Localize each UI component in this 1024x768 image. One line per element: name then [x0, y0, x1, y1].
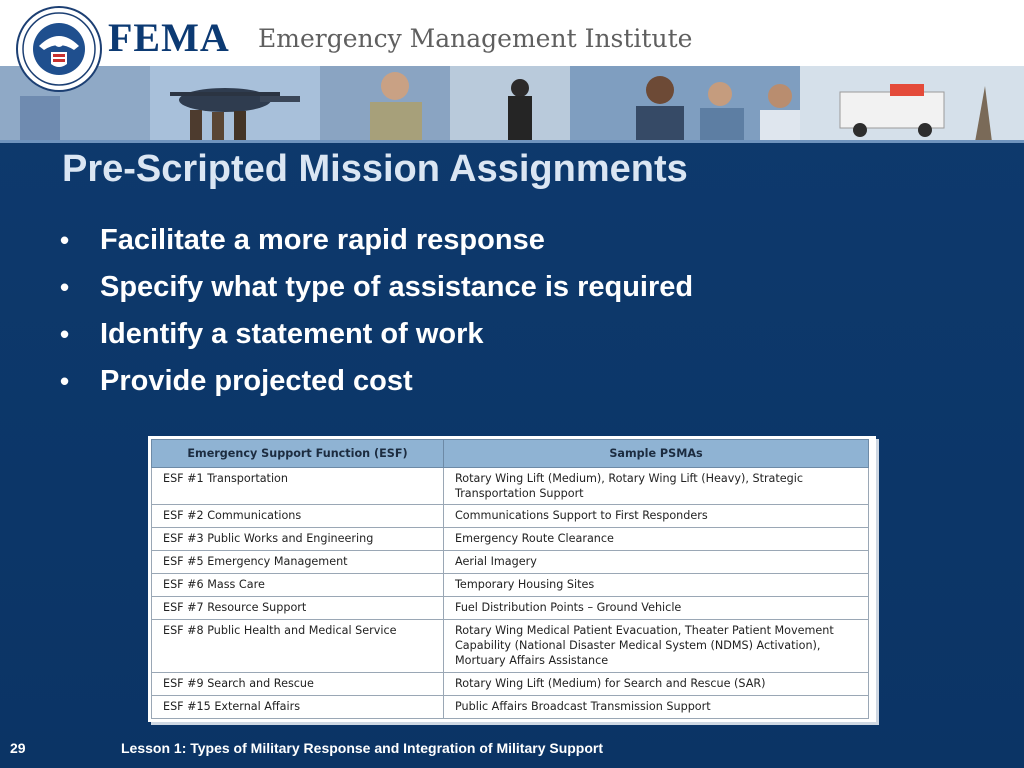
psma-cell: Fuel Distribution Points – Ground Vehicle [444, 597, 869, 620]
esf-cell: ESF #1 Transportation [152, 468, 444, 505]
psma-cell: Emergency Route Clearance [444, 528, 869, 551]
esf-cell: ESF #5 Emergency Management [152, 551, 444, 574]
photo-collage-image [0, 66, 1024, 142]
column-header-psma: Sample PSMAs [444, 440, 869, 468]
table-row [152, 468, 869, 505]
bullet-icon: • [60, 272, 70, 302]
dhs-seal-icon [16, 6, 102, 92]
bullet-text: Specify what type of assistance is required [100, 271, 694, 303]
esf-cell: ESF #2 Communications [152, 505, 444, 528]
header-bar [0, 0, 1024, 72]
psma-cell: Communications Support to First Responders [444, 505, 869, 528]
column-header-esf: Emergency Support Function (ESF) [152, 440, 444, 468]
slide-title: Pre-Scripted Mission Assignments [62, 148, 688, 190]
table-row [152, 574, 869, 597]
bullet-icon: • [60, 225, 70, 255]
bullet-item [58, 218, 693, 265]
bullet-text: Provide projected cost [100, 365, 413, 397]
bullet-item [58, 312, 693, 359]
psma-cell: Temporary Housing Sites [444, 574, 869, 597]
table-row [152, 696, 869, 719]
psma-table [151, 439, 869, 719]
psma-cell: Rotary Wing Lift (Medium) for Search and Rescue (SAR) [444, 673, 869, 696]
bullet-item [58, 359, 693, 406]
esf-cell: ESF #3 Public Works and Engineering [152, 528, 444, 551]
table-row [152, 673, 869, 696]
esf-cell: ESF #6 Mass Care [152, 574, 444, 597]
banner-divider [0, 140, 1024, 143]
page-number: 29 [10, 740, 26, 756]
psma-cell: Rotary Wing Lift (Medium), Rotary Wing Lift (Heavy), Strategic Transportation Support [444, 468, 869, 505]
lesson-footer: Lesson 1: Types of Military Response and Integration of Military Support [121, 740, 604, 756]
bullet-icon: • [60, 366, 70, 396]
esf-cell: ESF #7 Resource Support [152, 597, 444, 620]
psma-cell: Aerial Imagery [444, 551, 869, 574]
table-row [152, 597, 869, 620]
institute-name: Emergency Management Institute [258, 24, 693, 53]
bullet-list [58, 218, 693, 406]
bullet-item [58, 265, 693, 312]
psma-cell: Public Affairs Broadcast Transmission Support [444, 696, 869, 719]
psma-cell: Rotary Wing Medical Patient Evacuation, Theater Patient Movement Capability (National Disaster Medical System (NDMS) Activation), Mortuary Affairs Assistance [444, 620, 869, 673]
table-header-row [152, 440, 869, 468]
bullet-icon: • [60, 319, 70, 349]
table-row [152, 620, 869, 673]
photo-banner [0, 66, 1024, 142]
fema-logo-text: FEMA [108, 15, 230, 60]
esf-cell: ESF #9 Search and Rescue [152, 673, 444, 696]
bullet-text: Facilitate a more rapid response [100, 224, 545, 256]
esf-cell: ESF #8 Public Health and Medical Service [152, 620, 444, 673]
psma-table-image [148, 436, 876, 722]
esf-cell: ESF #15 External Affairs [152, 696, 444, 719]
table-row [152, 505, 869, 528]
table-row [152, 528, 869, 551]
table-row [152, 551, 869, 574]
bullet-text: Identify a statement of work [100, 318, 484, 350]
